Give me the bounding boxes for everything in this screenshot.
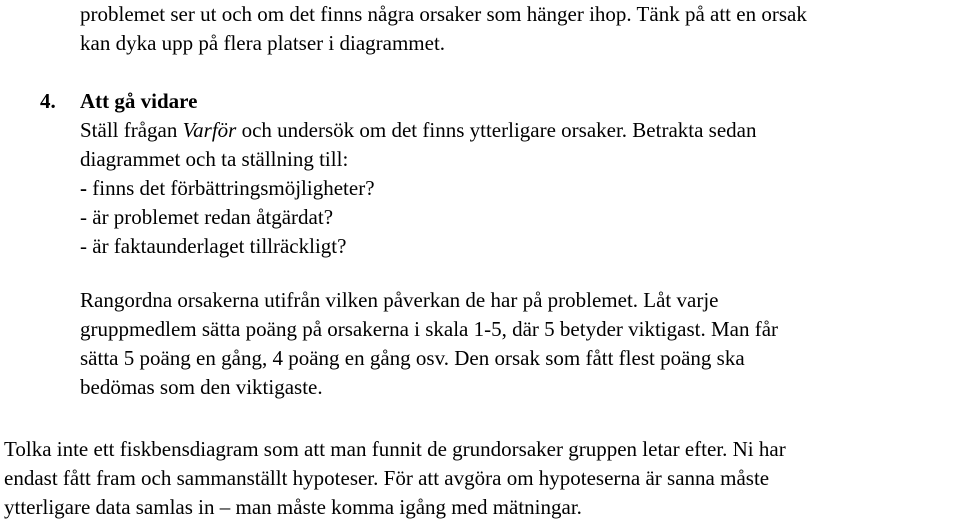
ranking-line-3: sätta 5 poäng en gång, 4 poäng en gång osv. Den orsak som fått flest poäng ska [80,346,745,370]
section-heading: Att gå vidare [80,89,198,113]
section-question-line-2: diagrammet och ta ställning till: [80,147,349,171]
bullet-text: finns det förbättringsmöjligheter? [87,176,375,200]
intro-line-1: problemet ser ut och om det finns några orsaker som hänger ihop. Tänk på att en orsak [80,2,807,26]
bullet-item-3: - är faktaunderlaget tillräckligt? [80,234,347,258]
ranking-line-2: gruppmedlem sätta poäng på orsakerna i skala 1-5, där 5 betyder viktigast. Man får [80,317,779,341]
conclusion-line-3: ytterligare data samlas in – man måste komma igång med mätningar. [4,495,582,519]
bullet-dash: - [80,176,87,200]
question-after: och undersök om det finns ytterligare orsaker. Betrakta sedan [236,118,757,142]
question-before: Ställ frågan [80,118,183,142]
intro-line-2: kan dyka upp på flera platser i diagrammet. [80,31,446,55]
bullet-item-1 [80,174,375,203]
section-question-line-1 [80,116,757,145]
conclusion-line-1: Tolka inte ett fiskbensdiagram som att man funnit de grundorsaker gruppen letar efter. Ni har [4,437,786,461]
ranking-line-4: bedömas som den viktigaste. [80,375,323,399]
question-italic-word: Varför [182,118,237,142]
ranking-line-1: Rangordna orsakerna utifrån vilken påverkan de har på problemet. Låt varje [80,288,719,312]
section-number: 4. [40,89,56,113]
bullet-item-2: - är problemet redan åtgärdat? [80,205,334,229]
conclusion-line-2: endast fått fram och sammanställt hypoteser. För att avgöra om hypoteserna är sanna måste [4,466,770,490]
